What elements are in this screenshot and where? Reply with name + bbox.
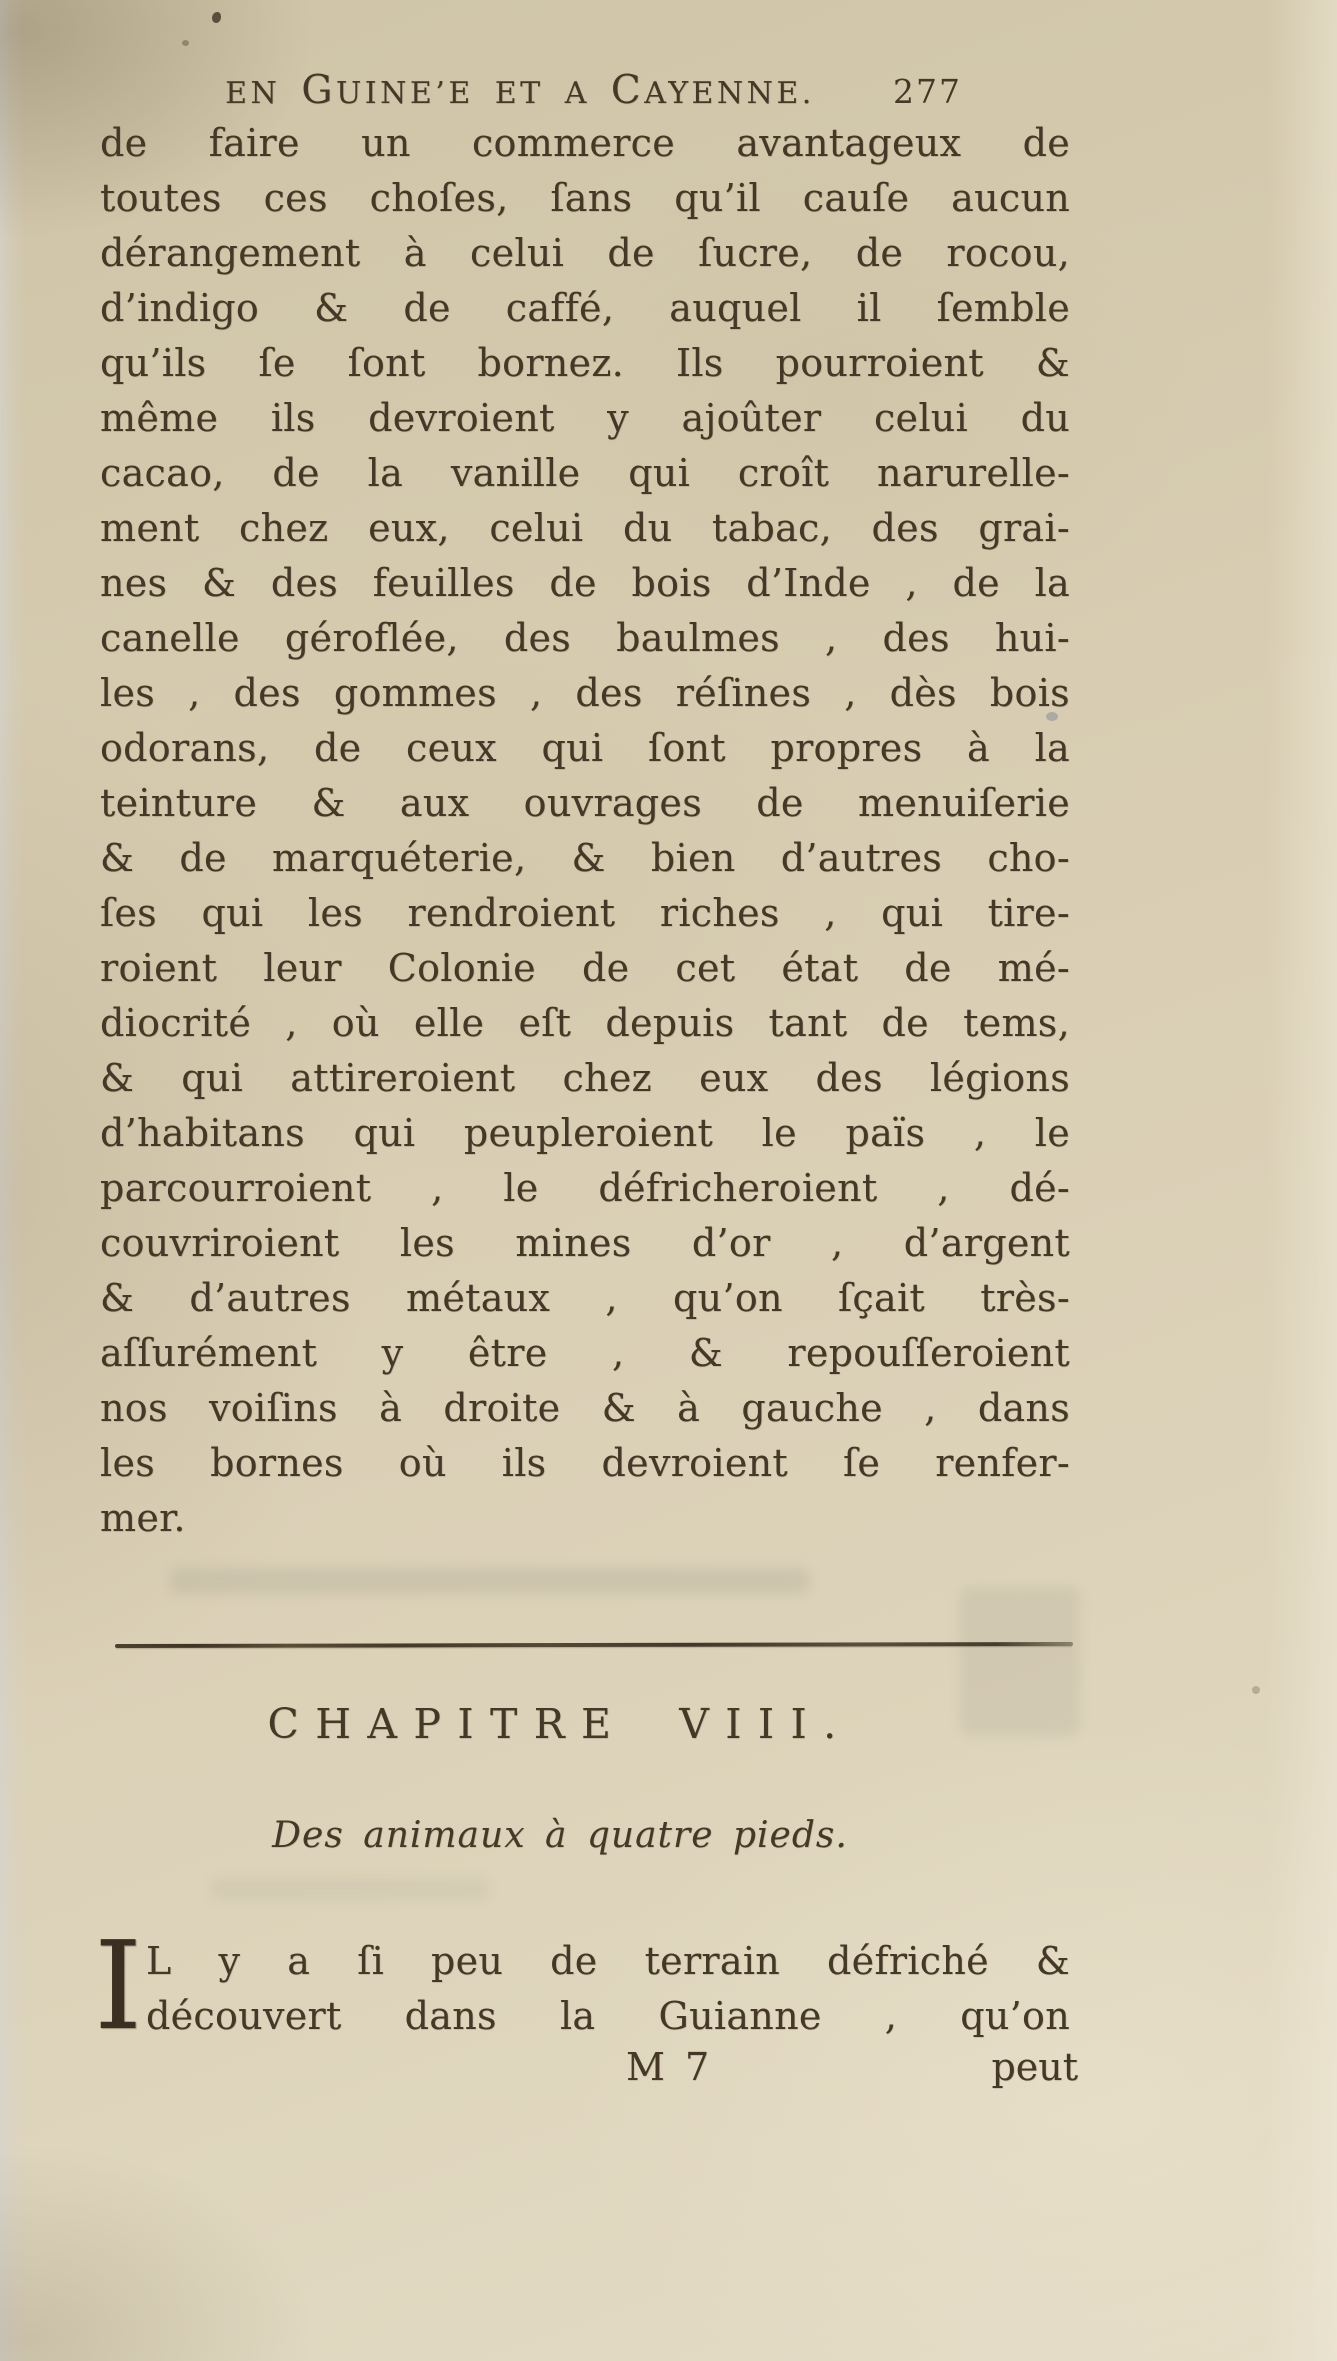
text-line: nos voiſins à droite & à gauche , dans [100,1386,1070,1430]
drop-cap-initial: I [94,1915,143,2057]
text-line: parcourroient , le défricheroient , dé- [100,1166,1070,1210]
text-line: qu’ils ſe ſont bornez. Ils pourroient & [100,341,1070,385]
text-line: ſes qui les rendroient riches , qui tire- [100,891,1070,935]
running-title [100,68,940,113]
text-line: les , des gommes , des réſines , dès bois [100,671,1070,715]
running-title-initial: C [610,68,645,113]
text-line: de faire un commerce avantageux de [100,121,1070,165]
ink-speck [1252,1686,1260,1694]
text-line: aſſurément y être , & repouſſeroient [100,1331,1070,1375]
page-number: 277 [893,72,962,111]
body-paragraph [100,116,1070,1546]
text-line: ment chez eux, celui du tabac, des grai- [100,506,1070,550]
chapter-heading: CHAPITRE VIII. [267,1700,853,1748]
section-divider-rule [115,1642,1073,1648]
text-line: diocrité , où elle eſt depuis tant de tems, [100,1001,1070,1045]
text-line: mer. [100,1496,186,1540]
text-line: dérangement à celui de ſucre, de rocou, [100,231,1070,275]
text-line: nes & des feuilles de bois d’Inde , de la [100,561,1070,605]
text-line: les bornes où ils devroient ſe renfer- [100,1441,1070,1485]
text-line: toutes ces choſes, ſans qu’il cauſe aucun [100,176,1070,220]
text-line: d’indigo & de caffé, auquel il ſemble [100,286,1070,330]
text-line: & qui attireroient chez eux des légions [100,1056,1070,1100]
running-header [100,68,1070,112]
opening-paragraph-lines [100,1934,1070,2044]
chapter-subtitle: Des animaux à quatre pieds. [272,1815,848,1856]
running-title-segment: AYENNE. [644,76,815,111]
verso-show-through [210,1878,490,1900]
chapter-opening-paragraph [94,1915,1070,2057]
text-line: découvert dans la Guianne , qu’on [146,1994,1070,2038]
running-title-initial: G [301,68,336,113]
text-line: & d’autres métaux , qu’on ſçait très- [100,1276,1070,1320]
catchword: peut [991,2045,1078,2089]
verso-show-through [170,1568,810,1594]
text-line: couvriroient les mines d’or , d’argent [100,1221,1070,1265]
footer-line [100,2040,1078,2095]
signature-mark: M 7 [626,2045,714,2089]
text-line: d’habitans qui peupleroient le païs , le [100,1111,1070,1155]
text-line: même ils devroient y ajoûter celui du [100,396,1070,440]
text-line: odorans, de ceux qui ſont propres à la [100,726,1070,770]
text-line: roient leur Colonie de cet état de mé- [100,946,1070,990]
text-line: teinture & aux ouvrages de menuiſerie [100,781,1070,825]
text-line: canelle géroflée, des baulmes , des hui- [100,616,1070,660]
ink-speck [212,12,221,23]
running-title-segment: UINE’E ET A [336,76,611,111]
text-line: & de marquéterie, & bien d’autres cho- [100,836,1070,880]
ink-speck [182,40,189,46]
text-line: cacao, de la vanille qui croît narurelle- [100,451,1070,495]
running-title-segment: EN [225,76,302,111]
text-line: L y a ſi peu de terrain défriché & [146,1939,1070,1983]
